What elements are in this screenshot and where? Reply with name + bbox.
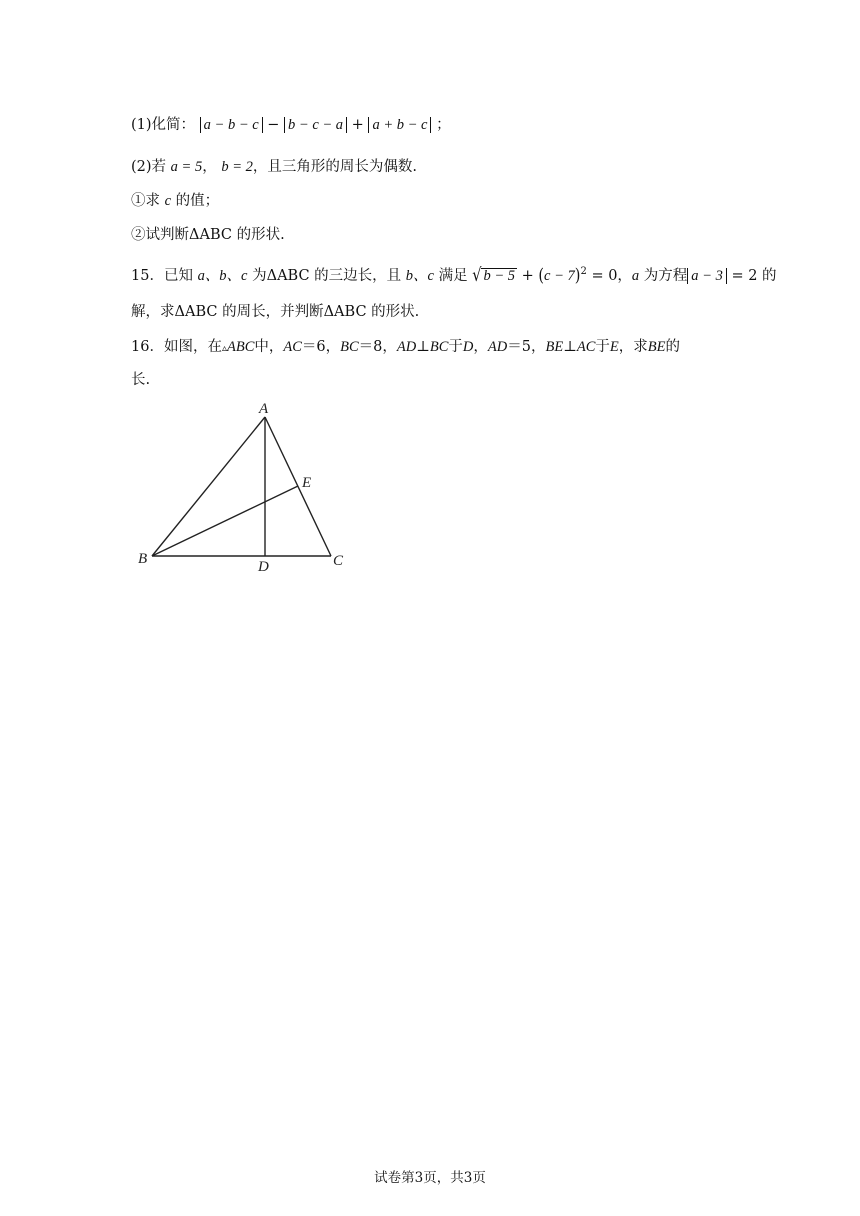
sqrt-icon: √ (472, 265, 482, 286)
triangle-icon: ▵ (221, 343, 227, 354)
q14-part1-label: (1)化简： (131, 117, 196, 133)
q15-text3: 满足 (438, 267, 468, 284)
q14-sub2: ②试判断ΔABC 的形状. (131, 227, 285, 243)
label-c: C (333, 553, 344, 569)
paren-close-icon: ) (574, 265, 581, 286)
q15-text1: 已知 (163, 267, 193, 284)
q16-line1 (131, 337, 680, 359)
q15-plus: + (521, 267, 534, 284)
sqrt-expr (472, 266, 517, 286)
abs-expr-1: a − b − c (200, 117, 263, 133)
altitude-be (152, 486, 298, 556)
paren-content: c − 7 (544, 267, 575, 284)
q16-ad2: AD (487, 339, 508, 355)
sep: ， (202, 159, 217, 175)
q16-line2: 长. (131, 372, 151, 388)
abs-expr-4: a − 3 (687, 268, 727, 284)
q16-bc: BC (340, 339, 359, 355)
sqrt-content: b − 5 (483, 267, 515, 284)
q15-comma: ， (617, 267, 632, 284)
q15-vars2: b、c (405, 267, 434, 284)
q16-ad: AD (396, 339, 417, 355)
q15-line1 (131, 262, 777, 286)
page-footer: 试卷第3页，共3页 (374, 1170, 486, 1186)
q15-text5: 的 (762, 267, 777, 284)
q15-line2: 解，求ΔABC 的周长，并判断ΔABC 的形状. (131, 304, 420, 320)
q15-number: 15． (131, 267, 164, 284)
q14-part2-suffix: ，且三角形的周长为偶数. (252, 159, 417, 175)
q16-ac: AC (283, 339, 302, 355)
q14-sub1 (131, 191, 219, 211)
q16-e: E (609, 339, 619, 355)
label-d: D (258, 559, 269, 575)
q16-be: BE (545, 339, 564, 355)
q16-de: 的 (665, 339, 680, 355)
q16-number: 16． (131, 339, 164, 355)
perp-icon: ⊥ (563, 339, 577, 355)
q16-bc-val: ＝8， (358, 339, 397, 355)
triangle-figure (131, 397, 361, 577)
q16-text-a: 如图，在 (163, 339, 222, 355)
paren-open-icon: ( (538, 265, 545, 286)
q14-sub1-suffix: 的值； (175, 193, 220, 209)
q14-part2-prefix: (2)若 (131, 159, 167, 175)
q15-text4: 为方程 (643, 267, 688, 284)
minus-sign: − (267, 117, 280, 133)
q16-qiu: ，求 (618, 339, 648, 355)
q15-eq2: = 2 (731, 267, 758, 284)
q14-part2 (131, 157, 417, 177)
exponent: 2 (580, 266, 587, 277)
side-ab (152, 417, 265, 556)
abs-expr-2: b − c − a (284, 117, 347, 133)
q16-d: D (462, 339, 474, 355)
q16-bc2: BC (429, 339, 449, 355)
var-c: c (164, 193, 172, 209)
q15-var-a: a (631, 267, 640, 284)
q16-text-b: 中， (254, 339, 284, 355)
q14-sub1-prefix: ①求 (131, 193, 160, 209)
q16-ac2: AC (576, 339, 596, 355)
q16-ad-val: ＝5， (507, 339, 546, 355)
q14-part1 (131, 115, 451, 135)
perp-icon: ⊥ (416, 339, 430, 355)
semicolon: ； (436, 117, 451, 133)
label-a: A (259, 401, 269, 417)
plus-sign: + (351, 117, 364, 133)
q16-comma1: ， (473, 339, 488, 355)
q16-yu2: 于 (595, 339, 610, 355)
value-b: b = 2 (221, 159, 253, 175)
q16-yu1: 于 (448, 339, 463, 355)
label-e: E (302, 475, 312, 491)
value-a: a = 5 (170, 159, 203, 175)
abs-expr-3: a + b − c (368, 117, 431, 133)
q15-vars: a、b、c (197, 267, 248, 284)
q15-text2: 为ΔABC 的三边长，且 (252, 267, 402, 284)
q15-eq0: = 0 (591, 267, 618, 284)
q16-be2: BE (647, 339, 666, 355)
q16-abc: ABC (226, 339, 255, 355)
q16-ac-val: ＝6， (301, 339, 341, 355)
label-b: B (138, 551, 148, 567)
